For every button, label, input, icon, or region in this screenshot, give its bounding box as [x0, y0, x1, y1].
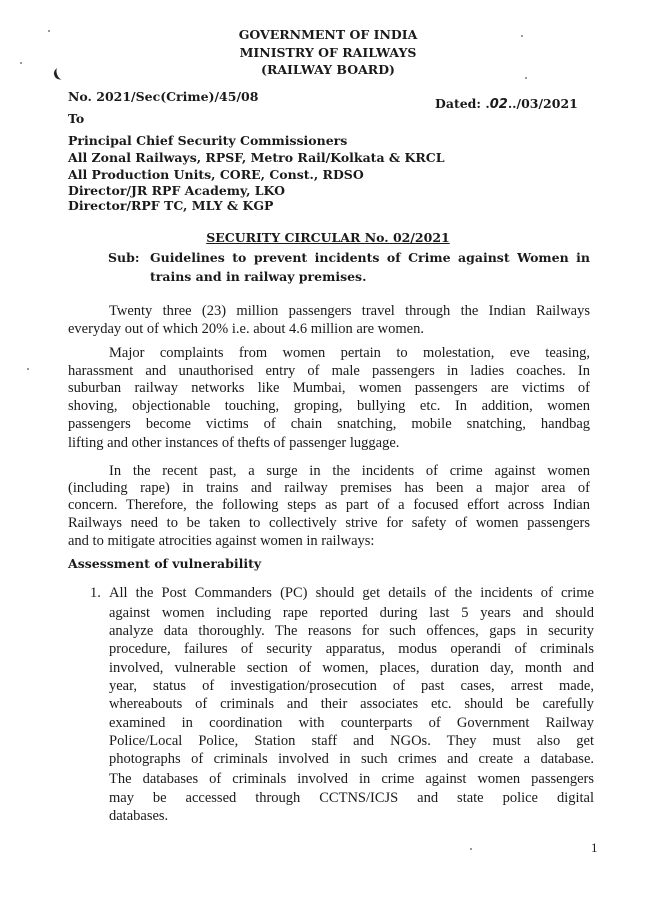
item-line: whereabouts of criminals and their associates etc. should be carefully — [109, 696, 594, 712]
subject-line: trains and in railway premises. — [150, 269, 367, 284]
paragraph-line: (including rape) in trains and railway premises has been a major area of — [68, 480, 590, 496]
item-line: photographs of criminals involved in such crimes and create a database. — [109, 751, 594, 767]
item-line: Police/Local Police, Station staff and NGOs. They must also get — [109, 733, 594, 749]
item-line: involved, vulnerable section of women, places, duration day, month and — [109, 660, 594, 676]
scan-speck — [470, 848, 472, 850]
paragraph-line: suburban railway networks like Mumbai, women passengers are victims of — [68, 380, 590, 396]
subject-label: Sub: — [108, 250, 140, 265]
reference-number: No. 2021/Sec(Crime)/45/08 — [68, 89, 259, 104]
header-line: GOVERNMENT OF INDIA — [238, 27, 418, 42]
item-line: procedure, failures of security apparatus, modus operandi of criminals — [109, 641, 594, 657]
to-label: To — [68, 111, 85, 126]
paragraph-line: Major complaints from women pertain to molestation, eve teasing, — [109, 345, 590, 361]
handwritten-day: 02 — [489, 97, 508, 112]
date-rest: ../03/2021 — [507, 96, 578, 111]
addressee: Director/RPF TC, MLY & KGP — [68, 198, 274, 213]
paragraph-line: Twenty three (23) million passengers travel through the Indian Railways — [109, 303, 590, 319]
header-line: MINISTRY OF RAILWAYS — [239, 45, 417, 60]
paragraph-line: In the recent past, a surge in the incidents of crime against women — [109, 463, 590, 479]
item-line: against women including rape reported during last 5 years and should — [109, 605, 594, 621]
paragraph-line: and to mitigate atrocities against women in railways: — [68, 533, 375, 549]
item-line: may be accessed through CCTNS/ICJS and state police digital — [109, 790, 594, 806]
scan-speck — [525, 77, 527, 79]
scan-speck — [48, 30, 50, 32]
paragraph-line: everyday out of which 20% i.e. about 4.6 million are women. — [68, 321, 424, 337]
item-line: year, status of investigation/prosecution of past cases, arrest made, — [109, 678, 594, 694]
circular-title: SECURITY CIRCULAR No. 02/2021 — [206, 230, 450, 245]
date-line — [435, 95, 578, 114]
paragraph-line: lifting and other instances of thefts of passenger luggage. — [68, 435, 400, 451]
paragraph-line: harassment and unauthorised entry of male passengers in ladies coaches. In — [68, 363, 590, 379]
scan-speck — [27, 368, 29, 370]
subject-line: Guidelines to prevent incidents of Crime against Women in — [150, 250, 590, 265]
scan-speck — [521, 35, 523, 37]
scan-speck — [20, 62, 22, 64]
item-line: analyze data thoroughly. The reasons for such offences, gaps in security — [109, 623, 594, 639]
paragraph-line: Railways need to be taken to collectively strive for safety of women passengers — [68, 515, 590, 531]
paragraph-line: shoving, objectionable touching, groping, bullying etc. In addition, women — [68, 398, 590, 414]
item-line: All the Post Commanders (PC) should get details of the incidents of crime — [109, 585, 594, 601]
date-label: Dated: . — [435, 96, 490, 111]
item-line: The databases of criminals involved in crime against women passengers — [109, 771, 594, 787]
paragraph-line: concern. Therefore, the following steps as part of a focused effort across Indian — [68, 497, 590, 513]
page-number: 1 — [591, 840, 598, 855]
paragraph-line: passengers become victims of chain snatching, mobile snatching, handbag — [68, 416, 590, 432]
item-line: examined in coordination with counterparts of Government Railway — [109, 715, 594, 731]
addressee: Principal Chief Security Commissioners — [68, 133, 348, 148]
addressee: Director/JR RPF Academy, LKO — [68, 183, 285, 198]
addressee: All Production Units, CORE, Const., RDSO — [68, 167, 364, 182]
addressee: All Zonal Railways, RPSF, Metro Rail/Kolkata & KRCL — [68, 150, 445, 165]
header-line: (RAILWAY BOARD) — [261, 62, 395, 77]
item-line: databases. — [109, 808, 169, 824]
section-heading: Assessment of vulnerability — [68, 556, 262, 571]
item-number: 1. — [90, 585, 101, 601]
